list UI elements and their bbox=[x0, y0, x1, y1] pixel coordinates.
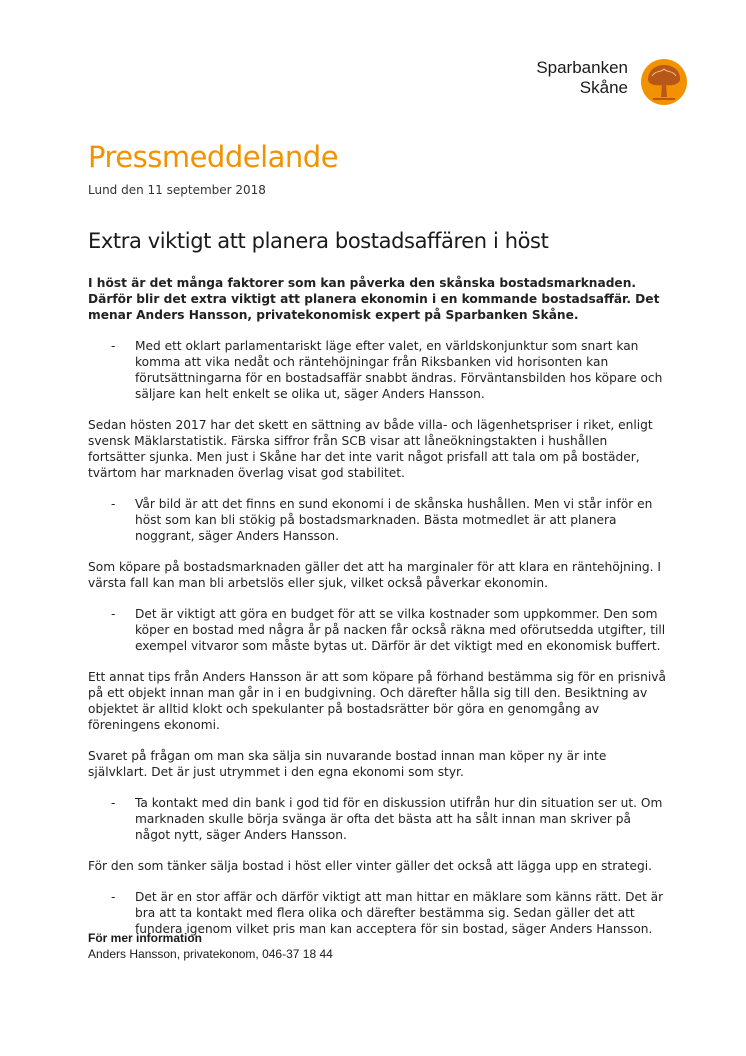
quote-text: Det är viktigt att göra en budget för att se vilka kostnader som uppkommer. Den som köper en bostad med några år på nacken får också räkna med oförutsedda utgifter, till exempel vitvaror som måste bytas ut. Därför är det viktigt med en ekonomisk buffert. bbox=[135, 607, 666, 653]
dash-bullet: - bbox=[111, 796, 116, 810]
quote-block bbox=[88, 889, 668, 937]
quote-text: Vår bild är att det finns en sund ekonomi i de skånska hushållen. Men vi står inför en höst som kan bli stökig på bostadsmarknaden. Bästa motmedlet är att planera noggrant, säger Anders Hansson. bbox=[135, 497, 653, 543]
article-body bbox=[88, 275, 668, 952]
press-release-title: Pressmeddelande bbox=[88, 140, 339, 174]
sparbanken-skane-logo bbox=[512, 56, 692, 108]
dash-bullet: - bbox=[111, 339, 116, 353]
quote-block bbox=[88, 338, 668, 402]
logo-wordmark bbox=[536, 58, 628, 98]
dash-bullet: - bbox=[111, 607, 116, 621]
dash-bullet: - bbox=[111, 890, 116, 904]
dash-bullet: - bbox=[111, 497, 116, 511]
body-paragraph: För den som tänker sälja bostad i höst eller vinter gäller det också att lägga upp en strategi. bbox=[88, 859, 652, 873]
article-headline: Extra viktigt att planera bostadsaffären i höst bbox=[88, 229, 549, 253]
quote-block bbox=[88, 606, 668, 654]
release-date: Lund den 11 september 2018 bbox=[88, 183, 266, 197]
lead-paragraph: I höst är det många faktorer som kan påverka den skånska bostadsmarknaden. Därför blir det extra viktigt att planera ekonomin i en kommande bostadsaffär. Det menar Anders Hansson, privatekonomisk expert på Sparbanken Skåne. bbox=[88, 276, 660, 322]
body-paragraph: Ett annat tips från Anders Hansson är att som köpare på förhand bestämma sig för en prisnivå på ett objekt innan man går in i en budgivning. Och därefter hålla sig till den. Besiktning av objektet är alltid klokt och spekulanter på bostadsrätter bör göra en genomgång av föreningens ekonomi. bbox=[88, 670, 666, 732]
quote-text: Ta kontakt med din bank i god tid för en diskussion utifrån hur din situation ser ut. Om marknaden skulle börja svänga är ofta det bästa att ha sålt innan man skriver på något nytt, säger Anders Hansson. bbox=[135, 796, 663, 842]
quote-block bbox=[88, 795, 668, 843]
body-paragraph: Som köpare på bostadsmarknaden gäller det att ha marginaler för att klara en räntehöjning. I värsta fall kan man bli arbetslös eller sjuk, vilket också påverkar ekonomin. bbox=[88, 560, 662, 590]
oak-tree-logo-icon bbox=[636, 56, 692, 106]
contact-line: Anders Hansson, privatekonom, 046-37 18 44 bbox=[88, 947, 333, 961]
more-info-heading: För mer information bbox=[88, 931, 203, 945]
logo-line-1: Sparbanken bbox=[536, 58, 628, 77]
body-paragraph: Sedan hösten 2017 har det skett en sättning av både villa- och lägenhetspriser i riket, enligt svensk Mäklarstatistik. Färska siffror från SCB visar att låneökningstakten i hushållen fortsätter sjunka. Men just i Skåne har det inte varit något prisfall att tala om på bostäder, tvärtom har marknaden överlag visat god stabilitet. bbox=[88, 418, 653, 480]
quote-text: Med ett oklart parlamentariskt läge efter valet, en världskonjunktur som snart kan komma att vika nedåt och räntehöjningar från Riksbanken vid horisonten kan förutsättningarna för en bostadsaffär snabbt ändras. Förväntansbilden hos köpare och säljare kan helt enkelt se olika ut, säger Anders Hansson. bbox=[135, 339, 663, 401]
quote-text: Det är en stor affär och därför viktigt att man hittar en mäklare som känns rätt. Det är bra att ta kontakt med flera olika och därefter bestämma sig. Sedan gäller det att fundera igenom vilket pris man kan acceptera för sin bostad, säger Anders Hansson. bbox=[135, 890, 664, 936]
logo-line-2: Skåne bbox=[579, 78, 628, 97]
body-paragraph: Svaret på frågan om man ska sälja sin nuvarande bostad innan man köper ny är inte självklart. Det är just utrymmet i den egna ekonomi som styr. bbox=[88, 749, 607, 779]
quote-block bbox=[88, 496, 668, 544]
